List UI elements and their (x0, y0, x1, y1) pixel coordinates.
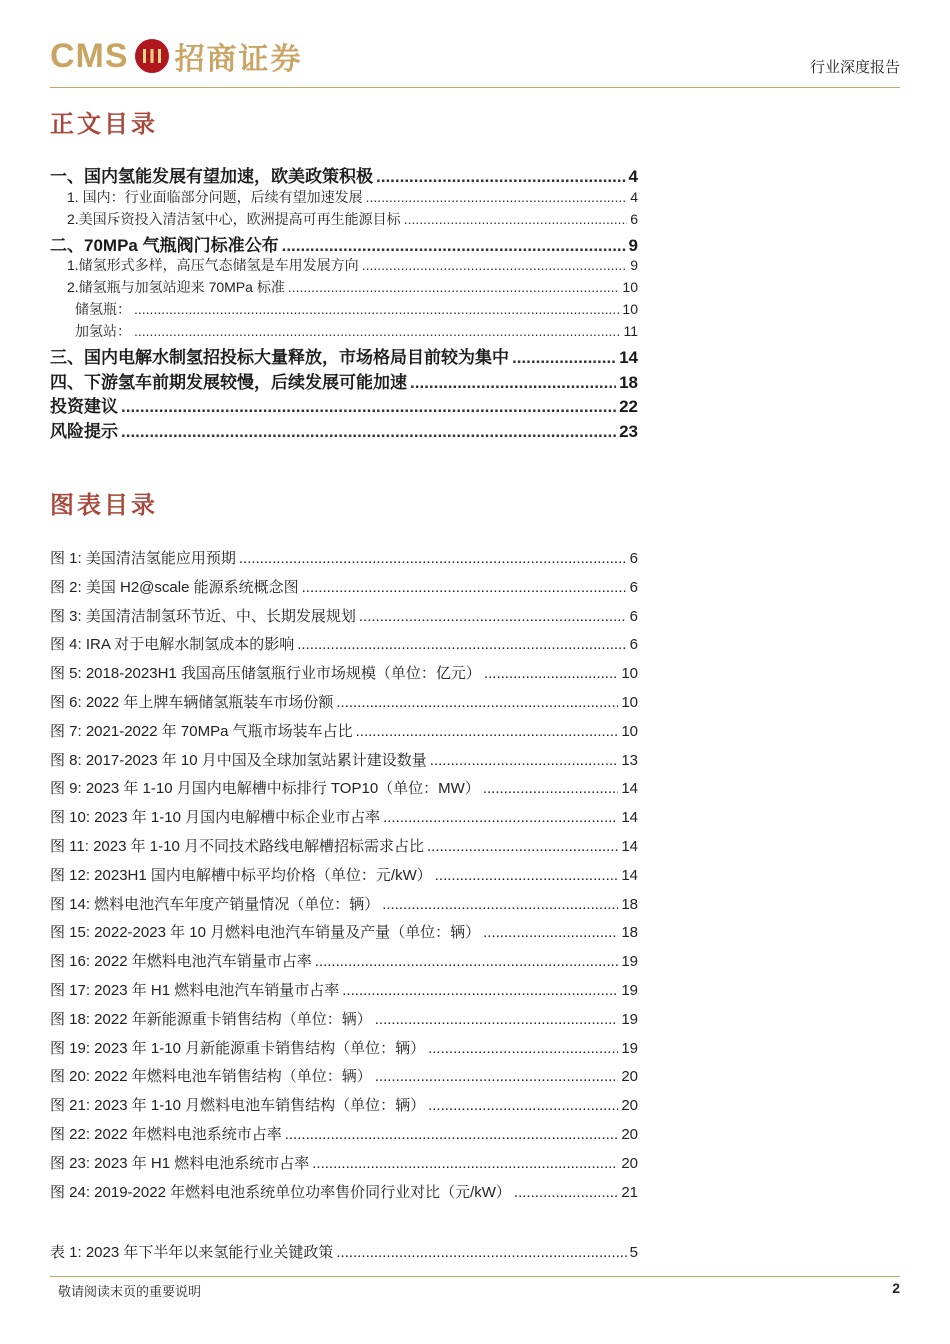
page-number: 2 (892, 1280, 900, 1296)
header-divider (50, 87, 900, 88)
figure-entry[interactable]: 图 23: 2023 年 H1 燃料电池系统市占率 ..... 20 (50, 1152, 638, 1181)
figures-title: 图表目录 (50, 492, 158, 519)
toc-entry[interactable]: 储氢瓶： ..... 10 (50, 299, 638, 321)
toc-entry[interactable]: 2.美国斥资投入清洁氢中心，欧洲提高可再生能源目标 ..... 6 (50, 209, 638, 231)
toc-entry[interactable]: 一、国内氢能发展有望加速，欧美政策积极 ..... 4 (50, 162, 638, 187)
table-entry[interactable]: 表 1: 2023 年下半年以来氢能行业关键政策 ..... 5 (50, 1241, 638, 1270)
figure-entry[interactable]: 图 14: 燃料电池汽车年度产销量情况（单位：辆） ..... 18 (50, 893, 638, 922)
table-of-contents (50, 162, 638, 441)
figure-entry[interactable]: 图 19: 2023 年 1-10 月新能源重卡销售结构（单位：辆） ..... 19 (50, 1037, 638, 1066)
figure-entry[interactable]: 图 22: 2022 年燃料电池系统市占率 ..... 20 (50, 1123, 638, 1152)
figure-entry[interactable]: 图 8: 2017-2023 年 10 月中国及全球加氢站累计建设数量 ..... 13 (50, 749, 638, 778)
logo-chinese: 招商证券 (174, 43, 303, 76)
toc-entry[interactable]: 2.储氢瓶与加氢站迎来 70MPa 标准 ..... 10 (50, 277, 638, 299)
toc-entry[interactable]: 三、国内电解水制氢招投标大量释放，市场格局目前较为集中 ..... 14 (50, 343, 638, 368)
logo-latin: CMS (50, 36, 129, 75)
figure-list (50, 547, 638, 1209)
disclaimer-note: 敬请阅读末页的重要说明 (58, 1284, 202, 1299)
figure-entry[interactable]: 图 3: 美国清洁制氢环节近、中、长期发展规划 ..... 6 (50, 605, 638, 634)
document-type: 行业深度报告 (809, 59, 900, 76)
figure-entry[interactable]: 图 16: 2022 年燃料电池汽车销量市占率 ..... 19 (50, 950, 638, 979)
figure-entry[interactable]: 图 17: 2023 年 H1 燃料电池汽车销量市占率 ..... 19 (50, 979, 638, 1008)
figure-entry[interactable]: 图 24: 2019-2022 年燃料电池系统单位功率售价同行业对比（元/kW） ..... 21 (50, 1181, 638, 1210)
brand-logo (50, 34, 303, 78)
figure-entry[interactable]: 图 20: 2022 年燃料电池车销售结构（单位：辆） ..... 20 (50, 1065, 638, 1094)
footer-divider (50, 1276, 900, 1277)
figure-entry[interactable]: 图 1: 美国清洁氢能应用预期 ..... 6 (50, 547, 638, 576)
figure-entry[interactable]: 图 11: 2023 年 1-10 月不同技术路线电解槽招标需求占比 ..... 14 (50, 835, 638, 864)
figure-entry[interactable]: 图 15: 2022-2023 年 10 月燃料电池汽车销量及产量（单位：辆） ..... 18 (50, 921, 638, 950)
figure-entry[interactable]: 图 2: 美国 H2@scale 能源系统概念图 ..... 6 (50, 576, 638, 605)
logo-badge-icon (135, 39, 169, 73)
toc-entry[interactable]: 加氢站： ..... 11 (50, 321, 638, 343)
toc-entry[interactable]: 1. 国内：行业面临部分问题，后续有望加速发展 ..... 4 (50, 187, 638, 209)
toc-title: 正文目录 (50, 111, 158, 138)
figure-entry[interactable]: 图 6: 2022 年上牌车辆储氢瓶装车市场份额 ..... 10 (50, 691, 638, 720)
toc-entry[interactable]: 风险提示 ..... 23 (50, 417, 638, 442)
figure-entry[interactable]: 图 7: 2021-2022 年 70MPa 气瓶市场装车占比 ..... 10 (50, 720, 638, 749)
figure-entry[interactable]: 图 10: 2023 年 1-10 月国内电解槽中标企业市占率 ..... 14 (50, 806, 638, 835)
figure-entry[interactable]: 图 12: 2023H1 国内电解槽中标平均价格（单位：元/kW） ..... 14 (50, 864, 638, 893)
toc-entry[interactable]: 投资建议 ..... 22 (50, 392, 638, 417)
toc-entry[interactable]: 1.储氢形式多样，高压气态储氢是车用发展方向 ..... 9 (50, 255, 638, 277)
figure-entry[interactable]: 图 21: 2023 年 1-10 月燃料电池车销售结构（单位：辆） ..... 20 (50, 1094, 638, 1123)
page-header (50, 30, 900, 86)
figure-entry[interactable]: 图 9: 2023 年 1-10 月国内电解槽中标排行 TOP10（单位：MW） ..... 14 (50, 777, 638, 806)
toc-entry[interactable]: 二、70MPa 气瓶阀门标准公布 ..... 9 (50, 231, 638, 256)
figure-entry[interactable]: 图 18: 2022 年新能源重卡销售结构（单位：辆） ..... 19 (50, 1008, 638, 1037)
figure-entry[interactable]: 图 4: IRA 对于电解水制氢成本的影响 ..... 6 (50, 633, 638, 662)
figure-entry[interactable]: 图 5: 2018-2023H1 我国高压储氢瓶行业市场规模（单位：亿元） ..... 10 (50, 662, 638, 691)
toc-entry[interactable]: 四、下游氢车前期发展较慢，后续发展可能加速 ..... 18 (50, 368, 638, 393)
